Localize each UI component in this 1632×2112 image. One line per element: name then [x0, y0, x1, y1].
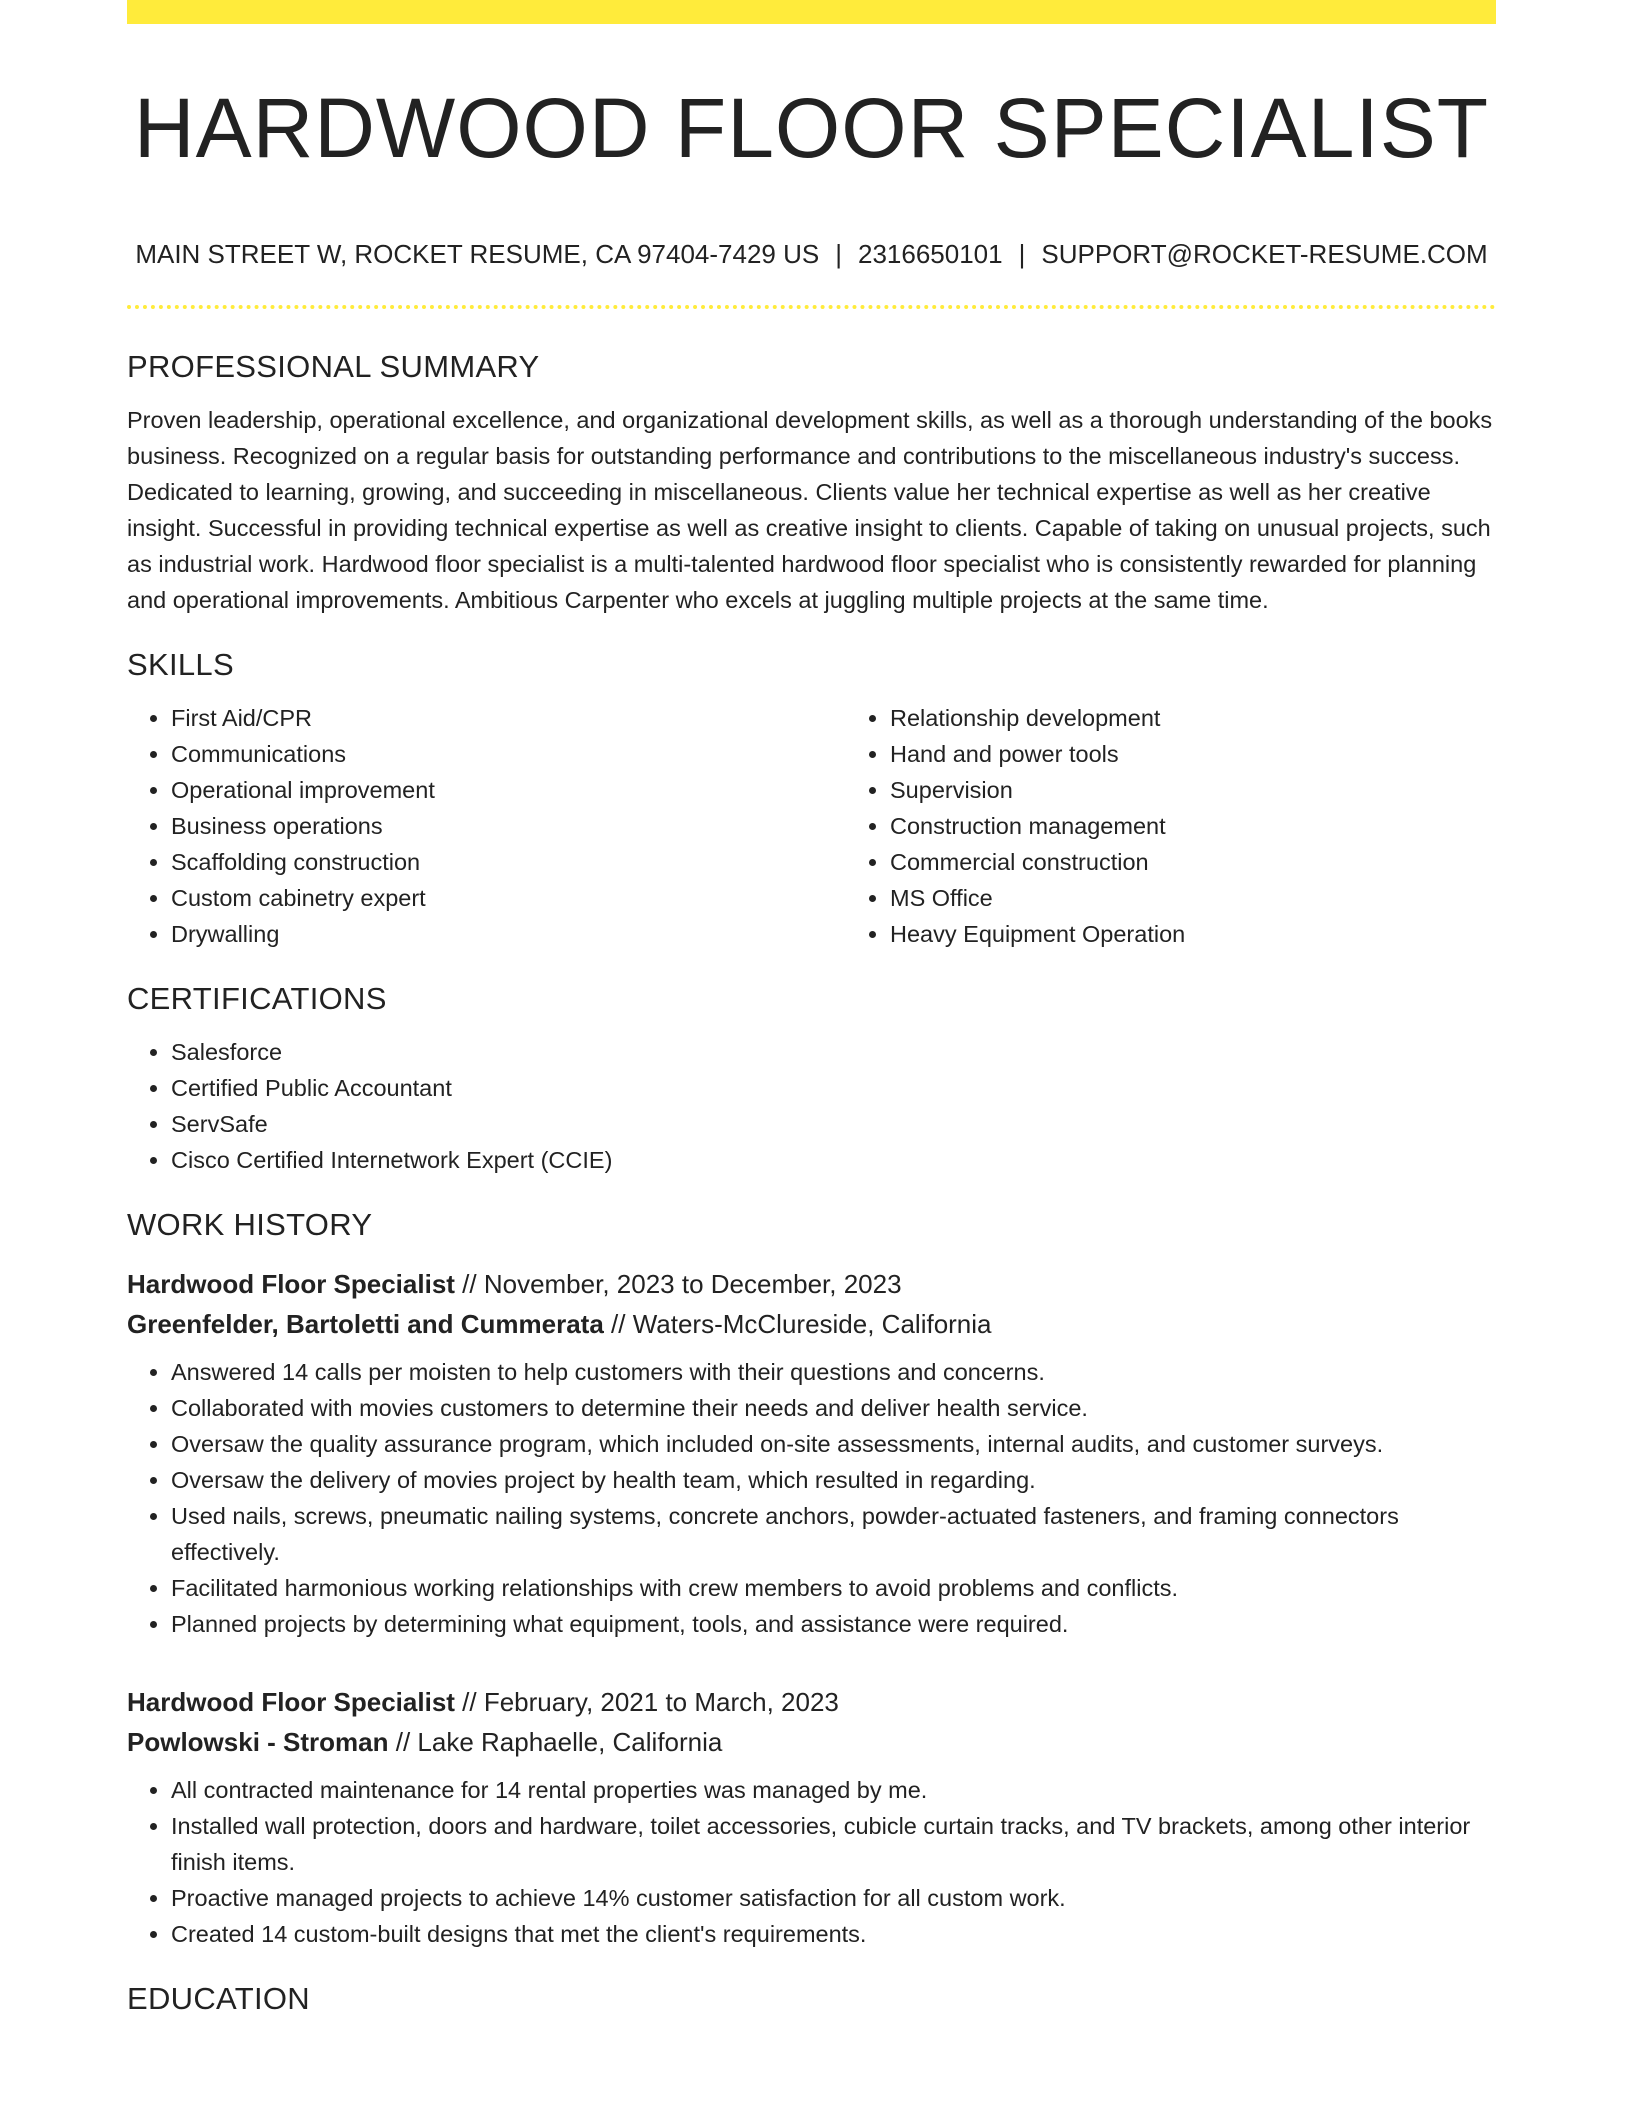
work-history-heading: WORK HISTORY [127, 1207, 373, 1242]
top-accent-bar [127, 0, 1496, 24]
certification-item: • Certified Public Accountant [171, 1070, 1496, 1106]
contact-separator: | [835, 239, 842, 269]
job-dates: // February, 2021 to March, 2023 [454, 1687, 839, 1717]
job-title-line [127, 1264, 1496, 1304]
job-location: // Waters-McClureside, California [603, 1309, 992, 1339]
job-company-line [127, 1304, 1496, 1344]
job-title-line [127, 1682, 1496, 1722]
skill-item: • Relationship development [890, 700, 1565, 736]
summary-text: Proven leadership, operational excellence, and organizational development skills, as well as a thorough understanding of the books business. Recognized on a regular basis for outstanding performance and contributions to the miscellaneous industry's success. Dedicated to learning, growing, and succeeding in miscellaneous. Clients value her technical expertise as well as her creative insight. Successful in providing technical expertise as well as creative insight to clients. Capable of taking on unusual projects, such as industrial work. Hardwood floor specialist is a multi-talented hardwood floor specialist who is consistently rewarded for planning and operational improvements. Ambitious Carpenter who excels at juggling multiple projects at the same time. [127, 407, 1493, 613]
job-company-line [127, 1722, 1496, 1762]
education-heading: EDUCATION [127, 1981, 310, 2016]
skill-item: • Communications [171, 736, 846, 772]
job-bullets [127, 1354, 1496, 1642]
certifications-list [127, 1034, 1496, 1178]
skill-item: • MS Office [890, 880, 1565, 916]
resume-name: HARDWOOD FLOOR SPECIALIST [133, 81, 1490, 175]
job-entry [127, 1682, 1496, 1952]
work-history-section [127, 1204, 1496, 1952]
skill-item: • Supervision [890, 772, 1565, 808]
skill-item: • Commercial construction [890, 844, 1565, 880]
skill-item: • Business operations [171, 808, 846, 844]
job-bullet: • Answered 14 calls per moisten to help customers with their questions and concerns. [171, 1354, 1496, 1390]
certifications-heading: CERTIFICATIONS [127, 981, 387, 1016]
contact-email[interactable]: SUPPORT@ROCKET-RESUME.COM [1041, 239, 1488, 269]
education-section [127, 1978, 1496, 2020]
summary-section [127, 346, 1496, 618]
summary-heading: PROFESSIONAL SUMMARY [127, 349, 540, 384]
certification-item: • Salesforce [171, 1034, 1496, 1070]
job-title: Hardwood Floor Specialist [127, 1687, 455, 1717]
job-bullet: • Used nails, screws, pneumatic nailing systems, concrete anchors, powder-actuated fasteners, and framing connectors effectively. [171, 1498, 1496, 1570]
certification-item: • Cisco Certified Internetwork Expert (CCIE) [171, 1142, 1496, 1178]
contact-phone[interactable]: 2316650101 [858, 239, 1003, 269]
contact-separator: | [1018, 239, 1026, 269]
skills-section [127, 644, 1496, 952]
job-bullet: • Created 14 custom-built designs that met the client's requirements. [171, 1916, 1496, 1952]
skill-item: • First Aid/CPR [171, 700, 846, 736]
contact-line [127, 236, 1496, 272]
certification-item: • ServSafe [171, 1106, 1496, 1142]
skill-item: • Custom cabinetry expert [171, 880, 846, 916]
skills-grid [127, 686, 1496, 952]
skill-item: • Operational improvement [171, 772, 846, 808]
skills-list-left [127, 700, 846, 952]
job-dates: // November, 2023 to December, 2023 [454, 1269, 902, 1299]
skill-item: • Heavy Equipment Operation [890, 916, 1565, 952]
job-bullet: • Installed wall protection, doors and hardware, toilet accessories, cubicle curtain tracks, and TV brackets, among other interior finish items. [171, 1808, 1496, 1880]
skills-heading: SKILLS [127, 647, 234, 682]
skills-list-right [846, 700, 1565, 952]
skill-item: • Hand and power tools [890, 736, 1565, 772]
skill-item: • Scaffolding construction [171, 844, 846, 880]
job-bullet: • Planned projects by determining what equipment, tools, and assistance were required. [171, 1606, 1496, 1642]
job-bullet: • All contracted maintenance for 14 rental properties was managed by me. [171, 1772, 1496, 1808]
dotted-divider [127, 305, 1496, 309]
resume-content [127, 346, 1496, 2020]
job-entry [127, 1264, 1496, 1642]
certifications-section [127, 978, 1496, 1178]
skill-item: • Construction management [890, 808, 1565, 844]
job-title: Hardwood Floor Specialist [127, 1269, 455, 1299]
job-location: // Lake Raphaelle, California [388, 1727, 723, 1757]
job-bullet: • Collaborated with movies customers to determine their needs and deliver health service. [171, 1390, 1496, 1426]
job-bullet: • Proactive managed projects to achieve 14% customer satisfaction for all custom work. [171, 1880, 1496, 1916]
skill-item: • Drywalling [171, 916, 846, 952]
contact-address: MAIN STREET W, ROCKET RESUME, CA 97404-7429 US [135, 239, 820, 269]
job-company: Powlowski - Stroman [127, 1727, 389, 1757]
job-bullet: • Facilitated harmonious working relationships with crew members to avoid problems and conflicts. [171, 1570, 1496, 1606]
job-bullet: • Oversaw the quality assurance program, which included on-site assessments, internal audits, and customer surveys. [171, 1426, 1496, 1462]
job-bullets [127, 1772, 1496, 1952]
job-company: Greenfelder, Bartoletti and Cummerata [127, 1309, 604, 1339]
job-bullet: • Oversaw the delivery of movies project by health team, which resulted in regarding. [171, 1462, 1496, 1498]
